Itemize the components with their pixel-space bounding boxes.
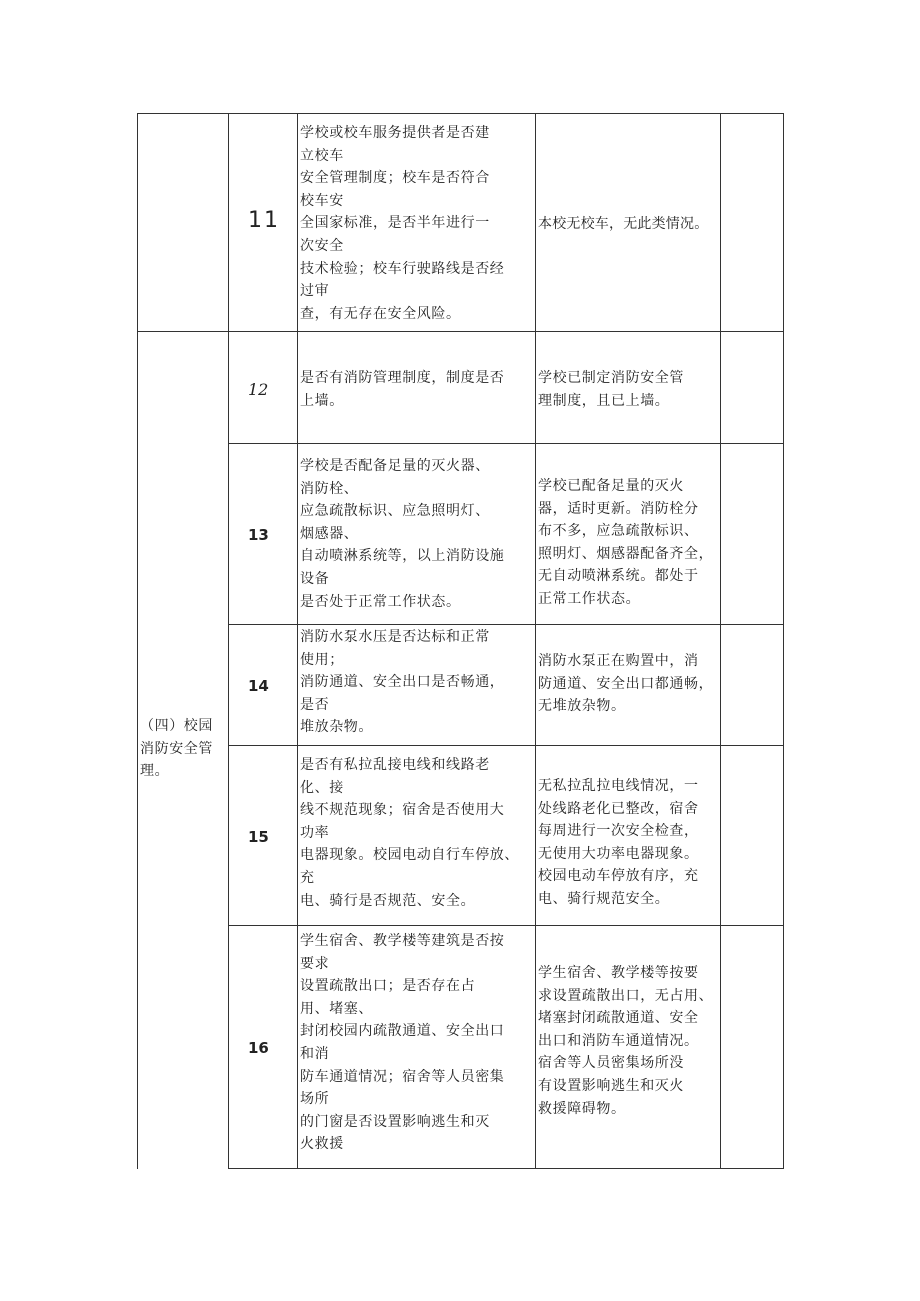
item-line: 设置疏散出口；是否存在占	[300, 978, 476, 995]
result-line: 布不多，应急疏散标识、	[538, 523, 699, 540]
item-cell-14	[300, 626, 504, 739]
item-cell-16	[300, 930, 504, 1156]
row-number-11: 11	[248, 208, 280, 233]
col-border-left	[137, 113, 138, 1169]
result-line: 消防水泵正在购置中，消	[538, 653, 699, 669]
item-line: 是否	[300, 696, 330, 713]
result-cell-12	[538, 367, 684, 412]
result-cell-15	[538, 775, 699, 911]
result-line: 学生宿舍、教学楼等按要	[538, 965, 699, 981]
result-line: 无自动喷淋系统。都处于	[538, 568, 699, 585]
item-line: 全国家标准，是否半年进行一	[300, 215, 490, 232]
item-line: 是否有消防管理制度，制度是否	[300, 370, 505, 386]
result-line: 有设置影响逃生和灭火	[538, 1077, 684, 1094]
item-cell-12	[300, 367, 504, 412]
item-line: 应急疏散标识、应急照明灯、	[300, 503, 490, 520]
item-line: 要求	[300, 955, 330, 972]
item-line: 烟感器、	[300, 525, 359, 542]
col-border-item	[535, 113, 536, 1169]
item-line: 场所	[300, 1091, 330, 1108]
item-line: 的门窗是否设置影响逃生和灭	[300, 1113, 490, 1130]
item-line: 学校或校车服务提供者是否建	[300, 125, 490, 141]
result-line: 防通道、安全出口都通畅，	[538, 675, 714, 692]
item-line: 安全管理制度；校车是否符合	[300, 170, 490, 187]
result-cell-11	[538, 213, 708, 236]
item-line: 电、骑行是否规范、安全。	[300, 892, 476, 909]
item-line: 火救援	[300, 1136, 344, 1153]
row-number-14: 14	[248, 677, 269, 695]
item-line: 消防通道、安全出口是否畅通，	[300, 674, 505, 691]
result-line: 校园电动车停放有序，充	[538, 868, 699, 885]
col-border-result	[720, 113, 721, 1169]
item-line: 技术检验；校车行驶路线是否经	[300, 260, 505, 277]
row-border-11-12	[137, 331, 784, 332]
item-line: 是否处于正常工作状态。	[300, 593, 461, 610]
result-cell-16	[538, 962, 713, 1120]
result-line: 无堆放杂物。	[538, 698, 626, 715]
item-line: 学生宿舍、教学楼等建筑是否按	[300, 933, 505, 949]
item-line: 线不规范现象；宿舍是否使用大	[300, 802, 505, 819]
item-cell-15	[300, 754, 519, 912]
item-line: 是否有私拉乱接电线和线路老	[300, 757, 490, 773]
result-cell-13	[538, 475, 713, 611]
result-line: 出口和消防车通道情况。	[538, 1032, 699, 1049]
result-line: 无使用大功率电器现象。	[538, 845, 699, 862]
row-border-14-15	[228, 745, 784, 746]
table-bottom-border	[228, 1168, 784, 1169]
col-border-category	[228, 113, 229, 1169]
row-border-15-16	[228, 925, 784, 926]
result-line: 堵塞封闭疏散通道、安全	[538, 1010, 699, 1027]
result-line: 每周进行一次安全检查，	[538, 823, 699, 840]
table-top-border	[137, 113, 784, 114]
result-line: 照明灯、烟感器配备齐全，	[538, 545, 714, 562]
result-line: 宿舍等人员密集场所没	[538, 1055, 684, 1072]
item-line: 设备	[300, 570, 330, 587]
item-line: 功率	[300, 824, 330, 841]
col-border-number	[297, 113, 298, 1169]
result-line: 无私拉乱拉电线情况，一	[538, 778, 699, 794]
category-line: 理。	[140, 763, 170, 780]
item-line: 和消	[300, 1045, 330, 1062]
item-line: 堆放杂物。	[300, 719, 373, 736]
result-line: 理制度，且已上墙。	[538, 392, 670, 409]
result-line: 救援障碍物。	[538, 1100, 626, 1117]
row-number-16: 16	[248, 1039, 269, 1057]
item-line: 使用；	[300, 651, 344, 668]
item-cell-11	[300, 122, 504, 325]
result-line: 正常工作状态。	[538, 590, 641, 607]
result-line: 处线路老化已整改，宿舍	[538, 800, 699, 817]
row-number-12: 12	[248, 380, 269, 399]
item-line: 化、接	[300, 779, 344, 796]
item-cell-13	[300, 455, 504, 613]
row-number-15: 15	[248, 828, 269, 846]
item-line: 消防栓、	[300, 480, 359, 497]
result-line: 学校已制定消防安全管	[538, 370, 684, 386]
item-line: 上墙。	[300, 392, 344, 409]
item-line: 次安全	[300, 237, 344, 254]
item-line: 过审	[300, 283, 330, 300]
item-line: 电器现象。校园电动自行车停放、	[300, 847, 519, 864]
result-cell-14	[538, 650, 713, 718]
result-line: 电、骑行规范安全。	[538, 890, 670, 907]
item-line: 防车通道情况；宿舍等人员密集	[300, 1068, 505, 1085]
category-cell	[140, 715, 213, 783]
category-line: （四）校园	[140, 718, 213, 734]
item-line: 立校车	[300, 147, 344, 164]
col-border-right	[783, 113, 784, 1169]
item-line: 学校是否配备足量的灭火器、	[300, 458, 490, 474]
item-line: 自动喷淋系统等，以上消防设施	[300, 548, 505, 565]
item-line: 校车安	[300, 192, 344, 209]
result-line: 学校已配备足量的灭火	[538, 478, 684, 494]
item-line: 消防水泵水压是否达标和正常	[300, 629, 490, 645]
result-line: 求设置疏散出口，无占用、	[538, 987, 714, 1004]
result-line: 本校无校车，无此类情况。	[538, 216, 709, 232]
result-line: 器，适时更新。消防栓分	[538, 500, 699, 517]
item-line: 用、堵塞、	[300, 1000, 373, 1017]
row-number-13: 13	[248, 526, 269, 544]
item-line: 查，有无存在安全风险。	[300, 305, 461, 322]
category-line: 消防安全管	[140, 740, 213, 757]
row-border-13-14	[228, 624, 784, 625]
row-border-12-13	[228, 443, 784, 444]
item-line: 充	[300, 869, 315, 886]
item-line: 封闭校园内疏散通道、安全出口	[300, 1023, 505, 1040]
